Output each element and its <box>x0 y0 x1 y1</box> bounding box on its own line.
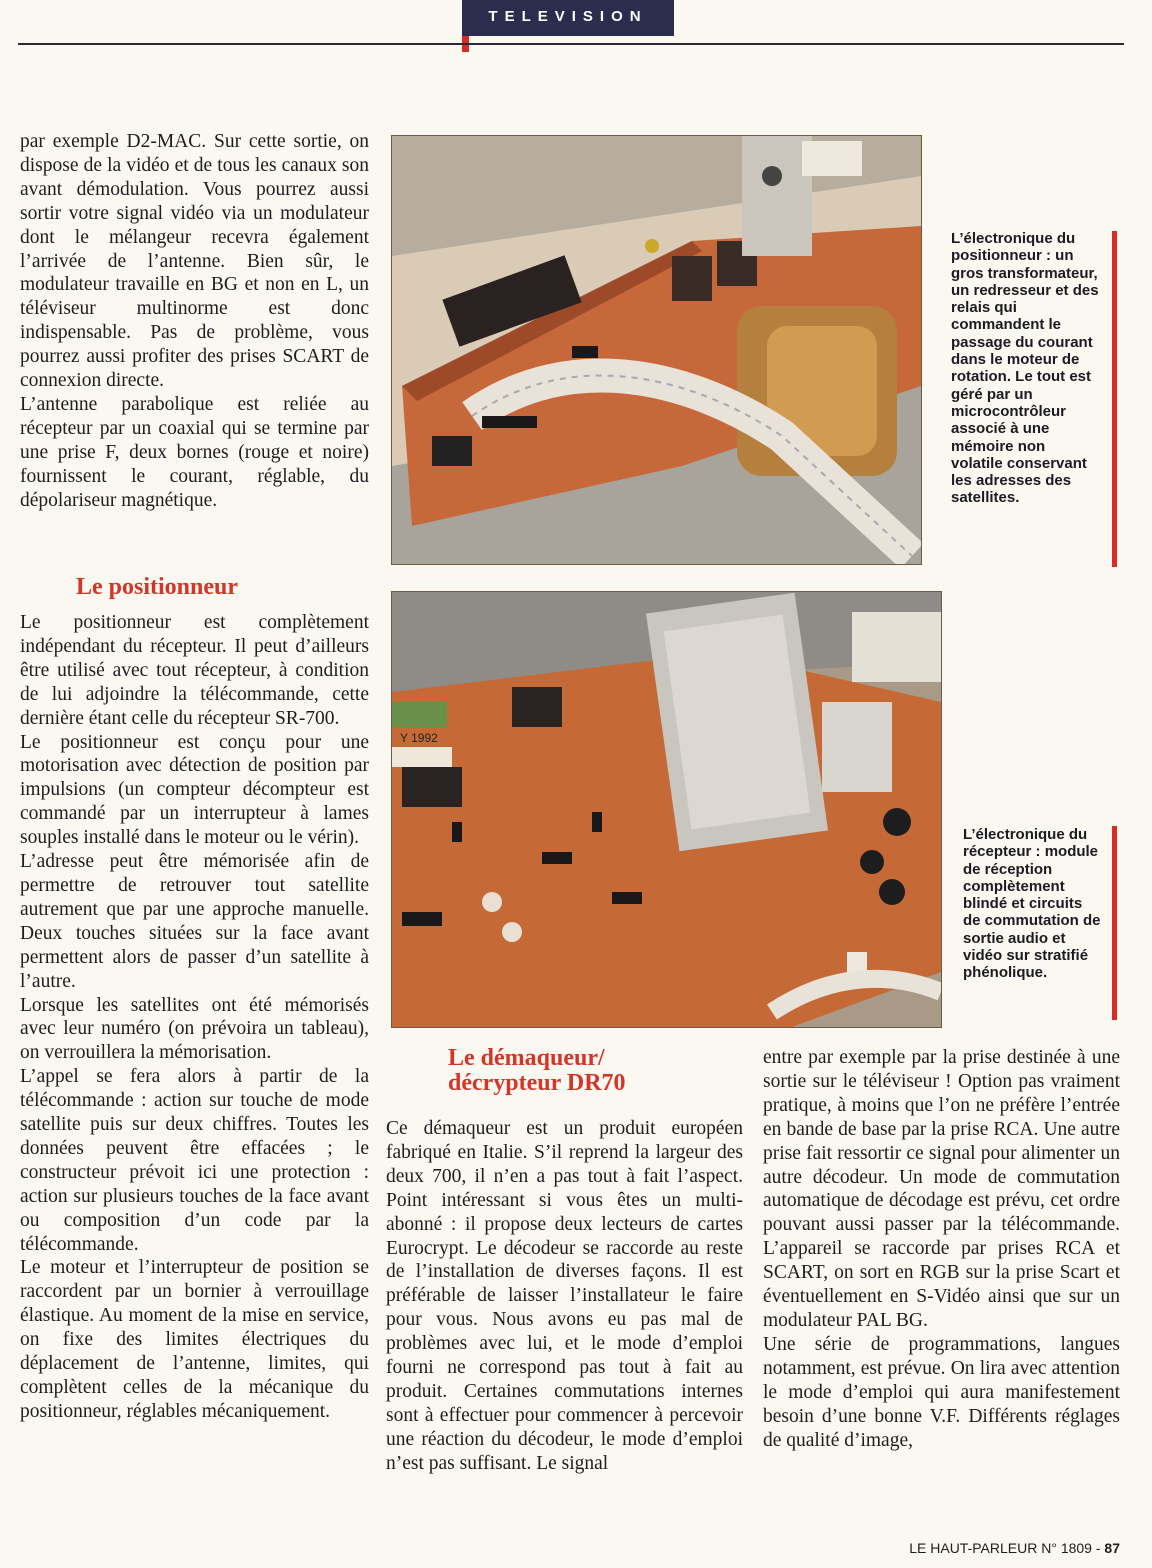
photo-positionneur-electronics <box>391 135 922 565</box>
paragraph: L’adresse peut être mémorisée afin de permettre de retrouver tout satellite autrement que par une approche manuelle. Deux touches situées sur la face avant permettent alors de passer d’un satellite à l’autre. <box>20 851 369 992</box>
sticker-date: Y 1992 <box>400 731 438 745</box>
page-number: 87 <box>1104 1540 1120 1556</box>
paragraph: L’appel se fera alors à partir de la télécommande : action sur touche de mode satellite puis sur deux chiffres. Toutes les données peuvent être effacées ; le constructeur prévoit ici une protection : action sur plusieurs touches de la face avant ou composition d’un code par la télécommande. <box>20 1066 369 1255</box>
paragraph: par exemple D2-MAC. Sur cette sortie, on dispose de la vidéo et de tous les canaux son avant démodulation. Vous pourrez aussi sortir votre signal vidéo via un modulateur dont le mélangeur recevra également l’arrivée de l’antenne. Bien sûr, le modulateur travaille en BG et non en L, un téléviseur multinorme est donc indispensable. Pas de problème, vous pourrez aussi profiter des prises SCART de connexion directe. <box>20 131 369 392</box>
column1-main-text <box>20 611 369 1424</box>
header-rule <box>18 43 1124 45</box>
heading-positionneur: Le positionneur <box>76 574 239 600</box>
pcb-photo-illustration <box>392 592 941 1027</box>
caption-accent-bar <box>1112 231 1117 567</box>
photo-recepteur-electronics <box>391 591 942 1028</box>
paragraph: Une série de programmations, langues notamment, est prévue. On lira avec attention le mode d’emploi qui aura manifestement besoin d’une bonne V.F. Différents réglages de qualité d’image, <box>763 1333 1120 1451</box>
paragraph: entre par exemple par la prise destinée à une sortie sur le téléviseur ! Option pas vraiment pratique, à moins que l’on ne préfère l’entrée en bande de base par la prise RCA. Une autre prise fait ressortir ce signal pour alimenter un autre décodeur. Un mode de commutation automatique de décodage est prévu, cet ordre pouvant aussi passer par la télécommande. L’appareil se raccorde par prises RCA et SCART, on sort en RGB sur la prise Scart et éventuellement en S-Vidéo ainsi que sur un modulateur PAL BG. <box>763 1047 1120 1331</box>
caption-accent-bar <box>1112 826 1117 1020</box>
paragraph: Ce démaqueur est un produit européen fabriqué en Italie. S’il reprend la largeur des deux 700, il n’en a pas tout à fait l’aspect. Point intéressant si vous êtes un multi-abonné : il propose deux lecteurs de cartes Eurocrypt. Le décodeur se raccorde au reste de l’installation de diverses façons. Il est préférable de laisser l’installateur le faire pour vous. Nous avons eu pas mal de problèmes avec lui, et le mode d’emploi fourni ne correspond pas tout à fait au produit. Certaines commutations internes sont à effectuer pour commencer à percevoir une réaction du décodeur, le mode d’emploi n’est pas suffisant. Le signal <box>386 1118 743 1474</box>
column2-main-text <box>386 1117 743 1476</box>
page-footer <box>909 1540 1120 1556</box>
caption-positionneur: L’électronique du positionneur : un gros transformateur, un redresseur et des relais qui commandent le passage du courant dans le moteur de rotation. Le tout est géré par un microcontrôleur associé à une mémoire non volatile conservant les adresses des satellites. <box>951 230 1099 507</box>
caption-recepteur: L’électronique du récepteur : module de réception complètement blindé et circuits de commutation de sortie audio et vidéo sur stratifié phénolique. <box>963 826 1101 982</box>
column3-main-text <box>763 1046 1120 1452</box>
magazine-name: LE HAUT-PARLEUR N° 1809 - <box>909 1540 1101 1556</box>
pcb-photo-illustration <box>392 136 921 564</box>
section-header: TELEVISION <box>462 0 674 36</box>
paragraph: Lorsque les satellites ont été mémorisés avec leur numéro (on prévoira un tableau), on verrouillera la mémorisation. <box>20 994 369 1064</box>
paragraph: L’antenne parabolique est reliée au récepteur par un coaxial qui se termine par une prise F, deux bornes (rouge et noire) fournissent le courant, réglable, du dépolariseur magnétique. <box>20 393 369 511</box>
paragraph: Le moteur et l’interrupteur de position se raccordent par un bornier à verrouillage élastique. Au moment de la mise en service, on fixe des limites électriques du déplacement de l’antenne, limites, qui complètent celles de la mécanique du positionneur, réglables mécaniquement. <box>20 1257 369 1422</box>
paragraph: Le positionneur est complètement indépendant du récepteur. Il peut d’ailleurs être utilisé avec tout récepteur, à condition de lui adjoindre la télécommande, cette dernière étant celle du récepteur SR-700. <box>20 612 369 729</box>
paragraph: Le positionneur est conçu pour une motorisation avec détection de position par impulsions (un compteur décompteur est commandé par un interrupteur à lames souples installé dans le moteur ou le vérin). <box>20 731 369 849</box>
heading-demaqueur: Le démaqueur/ décrypteur DR70 <box>448 1045 626 1096</box>
column1-top-text <box>20 130 369 513</box>
